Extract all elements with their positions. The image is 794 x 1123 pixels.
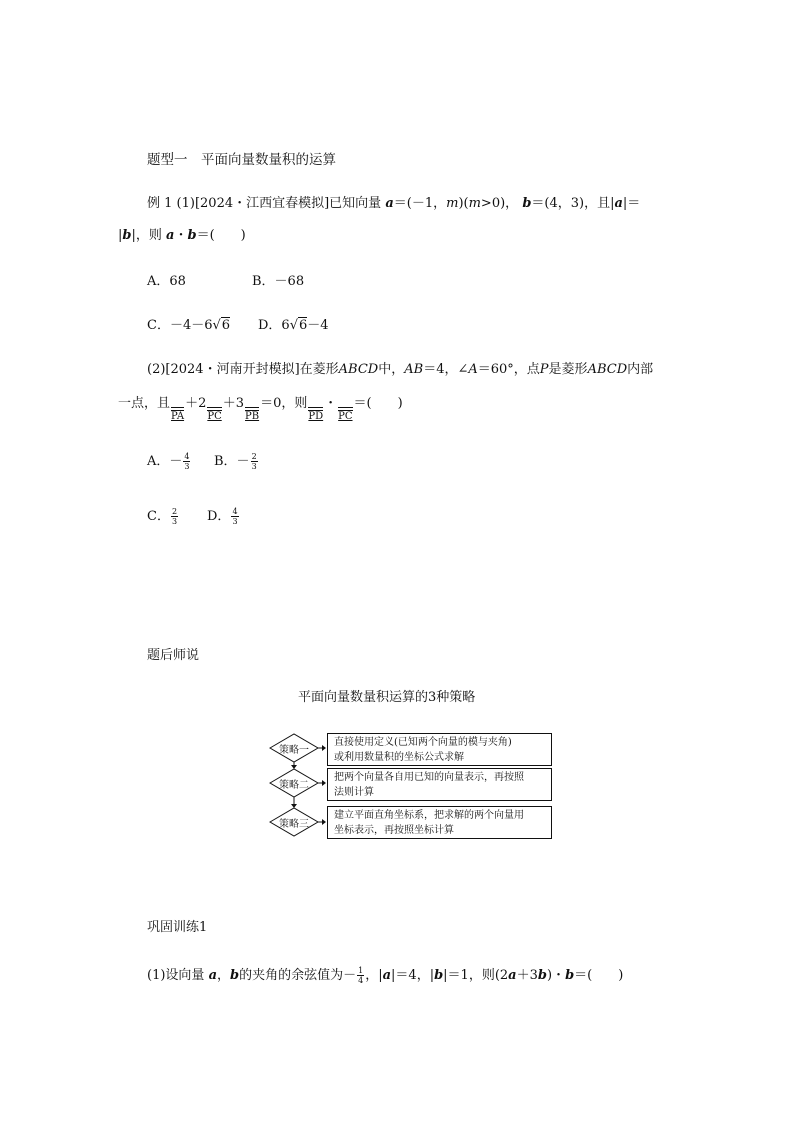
- var-a: a: [208, 968, 217, 983]
- radicand: 6: [221, 318, 231, 333]
- text-seg: ＋2: [185, 396, 207, 411]
- ex2-option-d: [207, 505, 240, 526]
- strategy-2-label: 策略二: [279, 780, 309, 791]
- text-seg: ＝(－1，: [393, 196, 447, 211]
- example1-line2: [118, 224, 246, 243]
- text-seg: |，则: [131, 228, 162, 243]
- practice-title: 巩固训练1: [147, 920, 208, 935]
- var-angle-a: A: [468, 362, 478, 377]
- var-b: b: [122, 228, 132, 243]
- strategy-1-label: 策略一: [279, 745, 309, 756]
- radicand: 6: [299, 318, 308, 333]
- text-seg: ＝4，∠: [423, 362, 469, 377]
- diagram-title: 平面向量数量积运算的3种策略: [298, 690, 476, 705]
- fraction: $\frac{2}{3}$: [251, 452, 257, 471]
- text-seg: ＋3: [222, 396, 245, 411]
- var-a: a: [508, 968, 517, 983]
- var-b: b: [434, 968, 444, 983]
- sqrt-symbol: √6: [212, 318, 231, 333]
- var-b: b: [187, 228, 197, 243]
- ex2-option-a: [147, 450, 191, 471]
- example2-line2: [118, 392, 403, 422]
- strategy-2-box: [327, 768, 552, 801]
- strategy-3-label: 策略三: [279, 819, 309, 830]
- practice-question-1: [147, 964, 623, 985]
- text-seg: |: [118, 228, 123, 243]
- vector-pc: PC: [207, 407, 221, 422]
- text-seg: |＝: [622, 196, 641, 211]
- text-seg: ＋3: [516, 968, 538, 983]
- var-ab: AB: [404, 362, 424, 377]
- fraction: $\frac{1}{4}$: [358, 966, 364, 985]
- answer-blank: ＝( ): [574, 968, 624, 983]
- text-seg: (1)设向量: [147, 968, 205, 983]
- text-seg: 是菱形: [548, 362, 588, 377]
- strategy-1-text: 直接使用定义(已知两个向量的模与夹角): [334, 737, 512, 748]
- fraction: $\frac{4}{3}$: [184, 452, 190, 471]
- answer-blank: ＝( ): [353, 396, 403, 411]
- text-seg: )(: [458, 196, 469, 211]
- text-seg: 内部: [627, 362, 654, 377]
- text-seg: ＝(4，3)，且|: [531, 196, 615, 211]
- var-b: b: [522, 196, 532, 211]
- strategy-3-text: 建立平面直角坐标系，把求解的两个向量用: [334, 810, 524, 821]
- var-p: P: [539, 362, 549, 377]
- strategy-3-box: [327, 806, 552, 839]
- example1-line1: [147, 192, 640, 211]
- vector-pd: PD: [308, 407, 323, 422]
- text-seg: D．6: [258, 318, 290, 333]
- text-seg: C．－4－6: [147, 318, 213, 333]
- var-b: b: [537, 968, 547, 983]
- var-m: m: [468, 196, 481, 211]
- text-seg: －4: [307, 318, 329, 333]
- text-seg: (2)[2024・河南开封模拟]在菱形: [147, 362, 339, 377]
- ex1-option-b: B．－68: [252, 274, 305, 289]
- var-a: a: [166, 228, 175, 243]
- example2-line1: [147, 358, 653, 377]
- ex1-option-a: A．68: [147, 274, 186, 289]
- text-seg: |＝1，则(2: [443, 968, 509, 983]
- ex1-option-d: [258, 314, 329, 333]
- text-seg: ，|: [365, 968, 383, 983]
- text-seg: B．－: [214, 454, 250, 469]
- text-seg: D．: [207, 509, 231, 524]
- text-seg: A．－: [147, 454, 183, 469]
- strategy-1-text: 或利用数量积的坐标公式求解: [334, 752, 464, 763]
- strategy-2-text: 把两个向量各自用已知的向量表示，再按照: [334, 772, 524, 783]
- ex2-option-c: [147, 505, 179, 526]
- text-seg: |＝4，|: [391, 968, 435, 983]
- var-abcd: ABCD: [587, 362, 628, 377]
- text-seg: ・: [174, 228, 188, 243]
- vector-pc: PC: [338, 407, 352, 422]
- var-a: a: [614, 196, 623, 211]
- strategy-3-text: 坐标表示，再按照坐标计算: [334, 825, 454, 836]
- ex2-option-b: [214, 450, 259, 471]
- fraction: $\frac{2}{3}$: [171, 507, 178, 526]
- vector-pb: PB: [245, 407, 259, 422]
- teacher-notes-title: 题后师说: [147, 648, 200, 663]
- text-seg: ＝60°，点: [477, 362, 540, 377]
- var-a: a: [385, 196, 394, 211]
- ex1-option-c: [147, 314, 230, 333]
- text-seg: 一点，且: [118, 396, 171, 411]
- vector-pa: PA: [171, 407, 184, 422]
- text-seg: )・: [546, 968, 566, 983]
- var-m: m: [446, 196, 459, 211]
- text-seg: C．: [147, 509, 170, 524]
- var-a: a: [382, 968, 392, 983]
- var-b: b: [565, 968, 575, 983]
- strategy-2-text: 法则计算: [334, 787, 374, 798]
- section-title: 题型一 平面向量数量积的运算: [147, 152, 336, 168]
- fraction: $\frac{4}{3}$: [232, 507, 238, 526]
- strategy-1-box: [327, 733, 552, 766]
- var-b: b: [230, 968, 240, 983]
- text-seg: ＝0，则: [260, 396, 308, 411]
- text-seg: 中，: [378, 362, 405, 377]
- text-seg: 的夹角的余弦值为－: [239, 968, 357, 983]
- answer-blank: ＝( ): [196, 228, 246, 243]
- text-seg: >0)，: [480, 196, 519, 211]
- text-seg: ，: [217, 968, 231, 983]
- sqrt-symbol: √6: [289, 318, 308, 333]
- example1-prefix: 例 1 (1)[2024・江西宜春模拟]已知向量: [147, 196, 382, 211]
- text-seg: ・: [324, 396, 338, 411]
- var-abcd: ABCD: [338, 362, 379, 377]
